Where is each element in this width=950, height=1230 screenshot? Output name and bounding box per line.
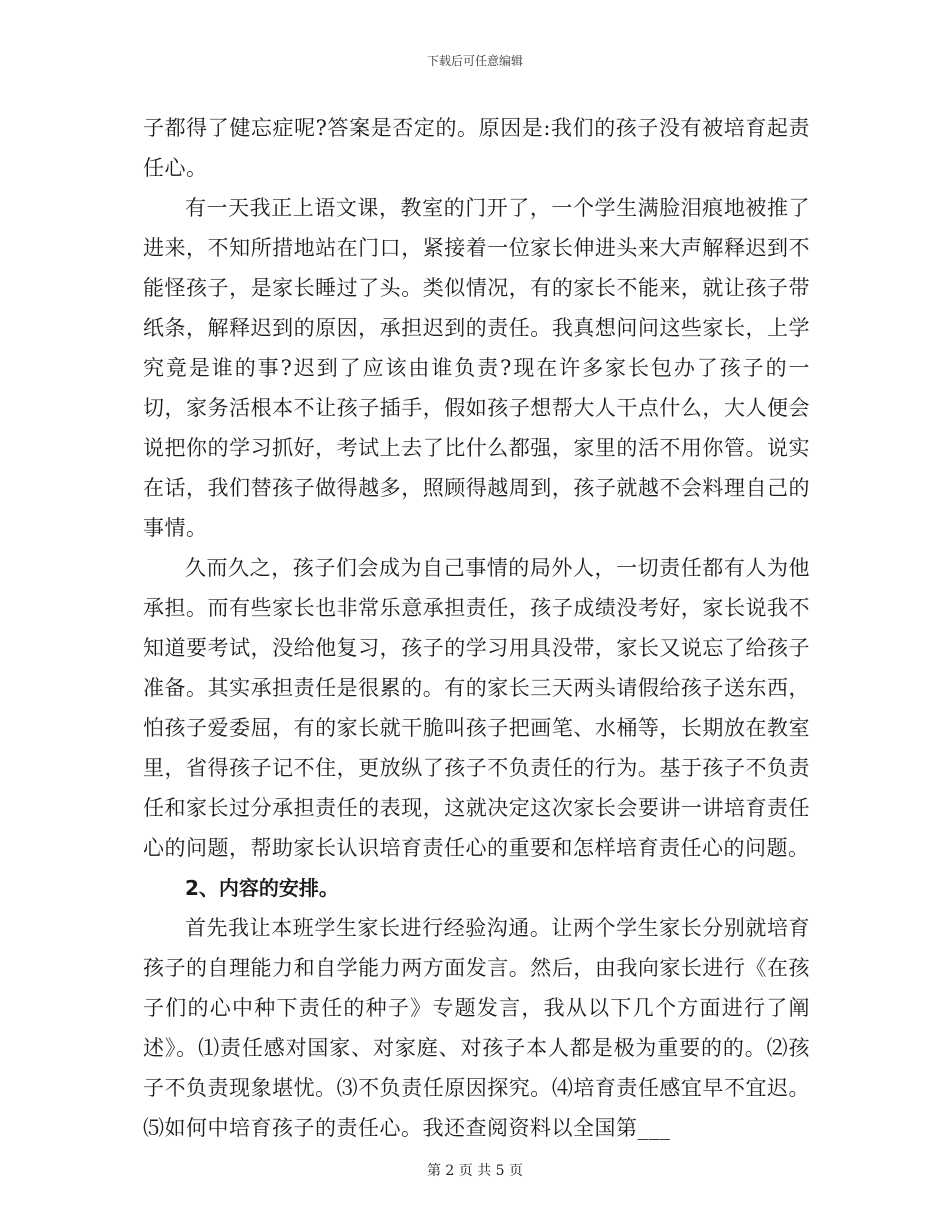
paragraph-responsibility: 久而久之，孩子们会成为自己事情的局外人，一切责任都有人为他承担。而有些家长也非常乐意承担责任，孩子成绩没考好，家长说我不知道要考试，没给他复习，孩子的学习用具没带，家长又说忘了给孩子准备。其实承担责任是很累的。有的家长三天两头请假给孩子送东西，怕孩子爱委屈，有的家长就干脆叫孩子把画笔、水桶等，长期放在教室里，省得孩子记不住，更放纵了孩子不负责任的行为。基于孩子不负责任和家长过分承担责任的表现，这就决定这次家长会要讲一讲培育责任心的问题，帮助家长认识培育责任心的重要和怎样培育责任心的问题。: [143, 556, 810, 860]
paragraph-continuation: 子都得了健忘症呢?答案是否定的。原因是:我们的孩子没有被培育起责任心。: [143, 116, 810, 180]
paragraph-late-student: 有一天我正上语文课，教室的门开了，一个学生满脸泪痕地被推了进来，不知所措地站在门口，紧接着一位家长伸进头来大声解释迟到不能怪孩子，是家长睡过了头。类似情况，有的家长不能来，就让孩子带纸条，解释迟到的原因，承担迟到的责任。我真想问问这些家长，上学究竟是谁的事?迟到了应该由谁负责?现在许多家长包办了孩子的一切，家务活根本不让孩子插手，假如孩子想帮大人干点什么，大人便会说把你的学习抓好，考试上去了比什么都强，家里的活不用你管。说实在话，我们替孩子做得越多，照顾得越周到，孩子就越不会料理自己的事情。: [143, 196, 810, 540]
section-heading: 2、内容的安排。: [185, 876, 339, 900]
page-number-footer: 第 2 页 共 5 页: [426, 1163, 524, 1179]
document-body: [143, 108, 810, 1148]
paragraph-arrangement: 首先我让本班学生家长进行经验沟通。让两个学生家长分别就培育孩子的自理能力和自学能力两方面发言。然后，由我向家长进行《在孩子们的心中种下责任的种子》专题发言，我从以下几个方面进行了阐述》。⑴责任感对国家、对家庭、对孩子本人都是极为重要的的。⑵孩子不负责现象堪忧。⑶不负责任原因探究。⑷培育责任感宜早不宜迟。⑸如何中培育孩子的责任心。我还查阅资料以全国第___: [143, 916, 810, 1140]
page-header: 下载后可任意编辑: [426, 54, 523, 68]
